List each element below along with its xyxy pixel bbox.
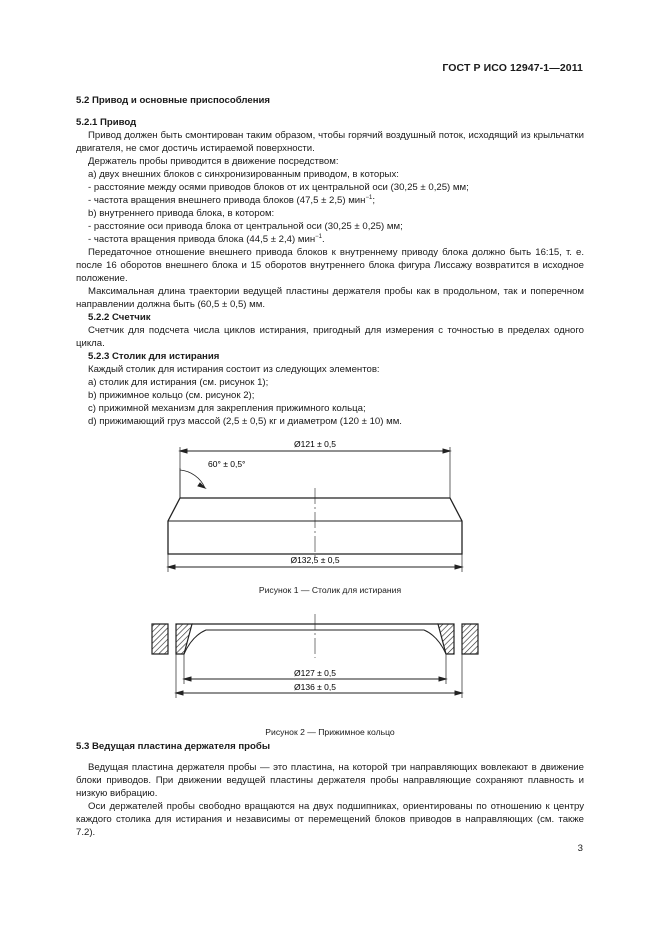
element-item-b: b) прижимное кольцо (см. рисунок 2); bbox=[88, 390, 255, 401]
section-5-2-3-title: 5.2.3 Столик для истирания bbox=[88, 351, 220, 362]
figure-1-drawing bbox=[76, 440, 584, 580]
figure-1-angle: 60° ± 0,5° bbox=[208, 459, 246, 469]
page-number: 3 bbox=[577, 843, 583, 854]
paragraph-ratio: Передаточное отношение внешнего привода блоков к внутреннему приводу блока должно быть 16:15, т. е. после 16 оборотов внешнего блока и 15 оборотов внутреннего блока фигура Лиссажу возвратится в исходное положение. bbox=[76, 247, 584, 284]
paragraph-table-elements: Каждый столик для истирания состоит из следующих элементов: bbox=[88, 364, 380, 375]
paragraph-holder-drive: Держатель пробы приводится в движение посредством: bbox=[88, 156, 339, 167]
list-item-a-2-text: - частота вращения внешнего привода блоков (47,5 ± 2,5) мин bbox=[88, 195, 366, 206]
page-content bbox=[76, 94, 584, 839]
section-5-2-title: 5.2 Привод и основные приспособления bbox=[76, 95, 270, 106]
list-item-a-2-end: ; bbox=[372, 195, 375, 206]
paragraph-drive: Привод должен быть смонтирован таким образом, чтобы горячий воздушный поток, исходящий из крыльчатки двигателя, не смог достичь истираемой поверхности. bbox=[76, 130, 584, 154]
section-5-2-2-title: 5.2.2 Счетчик bbox=[88, 312, 151, 323]
list-item-a-2-sup: −1 bbox=[365, 195, 373, 201]
section-5-2-1-title: 5.2.1 Привод bbox=[76, 117, 137, 128]
list-item-a-2 bbox=[76, 194, 584, 207]
section-5-3-title: 5.3 Ведущая пластина держателя пробы bbox=[76, 741, 271, 752]
document-code-header: ГОСТ Р ИСО 12947-1—2011 bbox=[442, 62, 583, 74]
figure-2-dim-outer: Ø136 ± 0,5 bbox=[294, 682, 336, 692]
list-item-b-2 bbox=[76, 233, 584, 246]
paragraph-holder-axes: Оси держателей пробы свободно вращаются на двух подшипниках, ориентированы по отношению к центру каждого столика для истирания и независимы от перемещений блоков приводов в направляющих (см. также 7.2). bbox=[76, 801, 584, 838]
figure-1-dim-bottom: Ø132,5 ± 0,5 bbox=[290, 555, 340, 565]
list-item-a-1: - расстояние между осями приводов блоков от их центральной оси (30,25 ± 0,25) мм; bbox=[88, 182, 469, 193]
figure-1-caption: Рисунок 1 — Столик для истирания bbox=[258, 585, 402, 595]
list-item-b: b) внутреннего привода блока, в котором: bbox=[88, 208, 275, 219]
paragraph-trajectory: Максимальная длина траектории ведущей пластины держателя пробы как в продольном, так и поперечном направлении должна быть (60,5 ± 0,5) мм. bbox=[76, 286, 584, 310]
element-item-d: d) прижимающий груз массой (2,5 ± 0,5) кг и диаметром (120 ± 10) мм. bbox=[88, 416, 402, 427]
figure-2 bbox=[76, 606, 584, 737]
list-item-a: а) двух внешних блоков с синхронизированным приводом, в которых: bbox=[88, 169, 399, 180]
element-item-a: а) столик для истирания (см. рисунок 1); bbox=[88, 377, 269, 388]
list-item-b-2-end: . bbox=[321, 234, 325, 245]
figure-1-dim-top: Ø121 ± 0,5 bbox=[294, 440, 336, 449]
figure-2-caption: Рисунок 2 — Прижимное кольцо bbox=[265, 727, 395, 737]
paragraph-counter: Счетчик для подсчета числа циклов истирания, пригодный для измерения с точностью в пределах одного цикла. bbox=[76, 325, 584, 349]
figure-2-drawing bbox=[76, 606, 584, 712]
element-item-c: c) прижимной механизм для закрепления прижимного кольца; bbox=[88, 403, 366, 414]
paragraph-guide-plate: Ведущая пластина держателя пробы — это пластина, на которой три направляющих вовлекают в движение блоки приводов. При движении ведущей пластины держателя пробы направляющие сохраняют плавность и низкую вибрацию. bbox=[76, 762, 584, 799]
figure-1 bbox=[76, 440, 584, 595]
list-item-b-2-sup: −1 bbox=[315, 234, 322, 240]
figure-2-dim-inner: Ø127 ± 0,5 bbox=[294, 668, 336, 678]
list-item-b-2-text: - частота вращения привода блока (44,5 ± 2,4) мин bbox=[88, 234, 316, 245]
list-item-b-1: - расстояние оси привода блока от центральной оси (30,25 ± 0,25) мм; bbox=[88, 221, 403, 232]
